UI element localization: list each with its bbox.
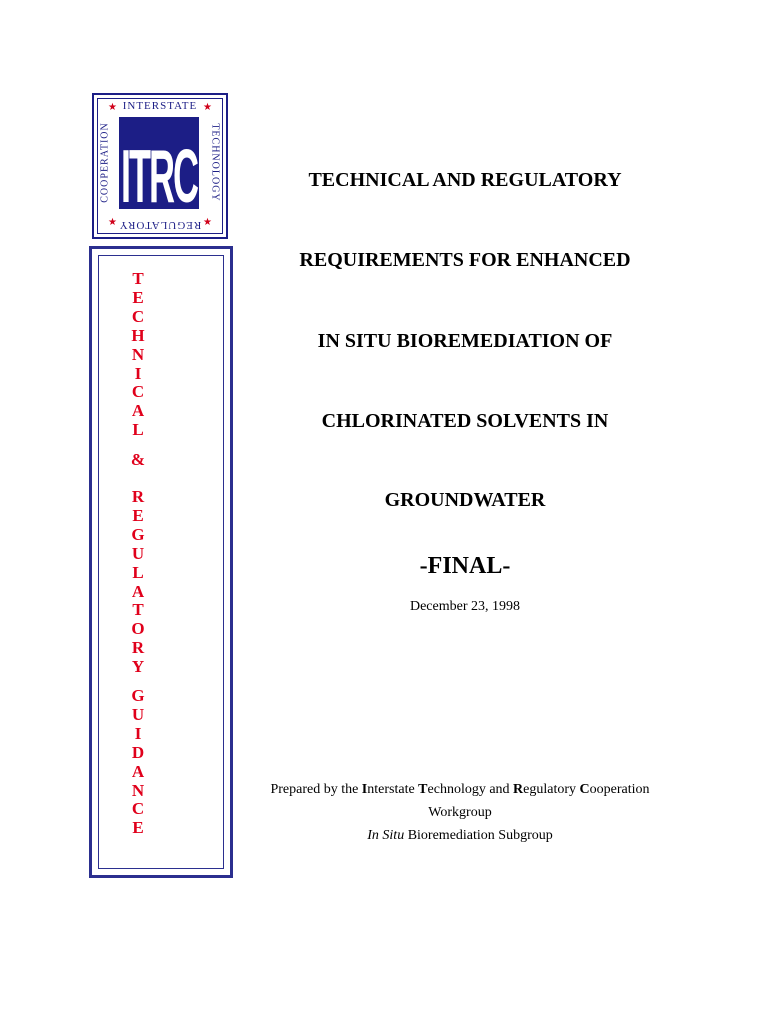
initial-t: T: [418, 782, 428, 797]
star-icon: ★: [203, 102, 212, 113]
side-banner-letter: U: [131, 543, 145, 563]
side-banner-letter: E: [132, 505, 144, 525]
side-ampersand: [113, 451, 163, 470]
title-line-3: IN SITU BIOREMEDIATION OF: [317, 330, 613, 352]
side-banner-letter: A: [131, 581, 145, 601]
prepared-line-3: [230, 824, 690, 847]
side-word-guidance: [113, 687, 163, 838]
side-banner-letter: I: [134, 363, 142, 383]
prepared-prefix: Prepared by the: [270, 782, 362, 797]
side-banner-letter: T: [132, 269, 144, 288]
logo-text-interstate: INTERSTATE: [122, 100, 198, 112]
document-status: -FINAL-: [419, 553, 511, 579]
title-line-5: GROUNDWATER: [384, 489, 546, 511]
word-regulatory-rest: egulatory: [523, 782, 580, 797]
star-icon: ★: [203, 217, 212, 228]
initial-r: R: [513, 782, 524, 797]
side-banner-letter: C: [131, 382, 145, 402]
side-banner-letter: C: [131, 799, 145, 819]
side-banner-letter: I: [134, 723, 142, 743]
side-banner-letter: G: [131, 524, 145, 544]
itrc-logo: [92, 93, 228, 239]
initial-c: C: [579, 782, 590, 797]
side-banner-letter: E: [132, 287, 144, 307]
side-word-regulatory: [113, 488, 163, 677]
prepared-line-2: Workgroup: [428, 805, 492, 820]
side-banner-letter: L: [132, 420, 144, 440]
side-banner-letter: Y: [131, 657, 145, 677]
logo-text-technology: TECHNOLOGY: [209, 123, 221, 202]
side-banner-letter: O: [131, 619, 145, 639]
side-banner-letter: C: [131, 306, 145, 326]
star-icon: ★: [108, 102, 117, 113]
side-banner-letter: D: [131, 742, 145, 762]
side-banner-letter: R: [131, 638, 145, 658]
side-word-technical: [113, 270, 163, 440]
prepared-line-1: [230, 778, 690, 801]
side-banner-letter: G: [131, 686, 145, 705]
side-banner-letter: N: [131, 344, 145, 364]
word-technology-rest: echnology and: [427, 782, 514, 797]
logo-itrc-letters: ITRC: [121, 132, 197, 209]
star-icon: ★: [108, 217, 117, 228]
logo-text-cooperation: COOPERATION: [99, 122, 111, 203]
logo-itrc-block: [119, 117, 199, 209]
side-banner-letter: E: [132, 818, 144, 838]
side-banner-letter: U: [131, 704, 145, 724]
side-banner-letter: L: [132, 562, 144, 582]
title-line-1: TECHNICAL AND REGULATORY: [308, 169, 622, 191]
initial-i: I: [361, 782, 368, 797]
side-banner-letter: H: [131, 325, 145, 345]
side-banner-letter: R: [131, 487, 145, 506]
word-cooperation-rest: ooperation: [589, 782, 650, 797]
side-banner-letter: A: [131, 761, 145, 781]
subgroup-name: Bioremediation Subgroup: [404, 828, 553, 843]
word-interstate-rest: nterstate: [367, 782, 419, 797]
title-line-2: REQUIREMENTS FOR ENHANCED: [299, 249, 631, 271]
prepared-by: [230, 778, 690, 847]
logo-text-regulatory: REGULATORY: [118, 219, 202, 231]
side-banner-letter: T: [132, 600, 144, 620]
side-banner-letter: N: [131, 780, 145, 800]
document-date: December 23, 1998: [409, 599, 521, 614]
side-banner-letter: A: [131, 401, 145, 421]
in-situ-italic: In Situ: [367, 828, 405, 843]
title-line-4: CHLORINATED SOLVENTS IN: [321, 410, 609, 432]
ampersand-letter: &: [130, 450, 146, 469]
